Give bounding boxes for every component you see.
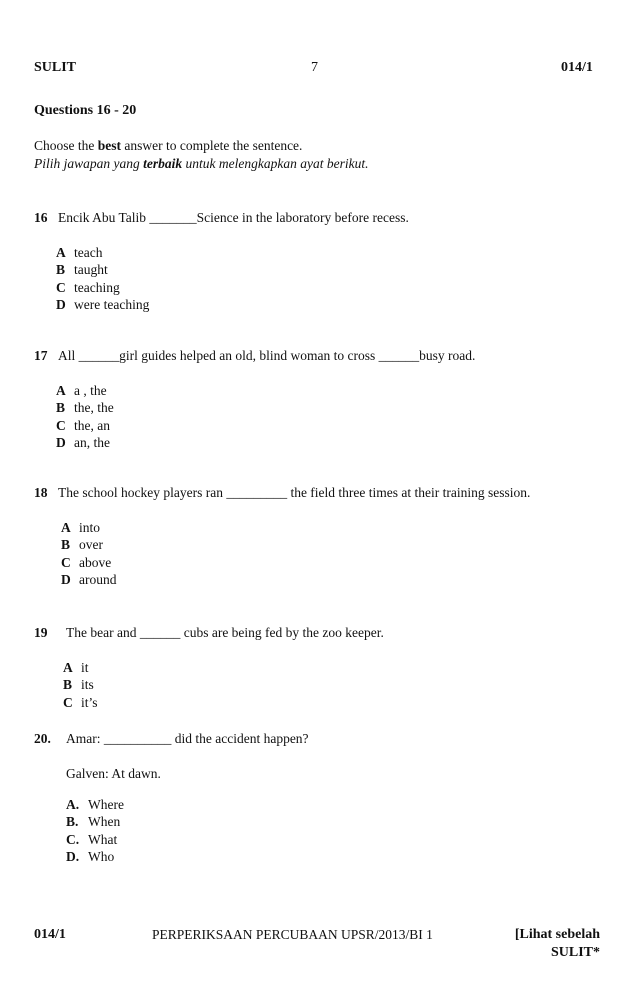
answer-options (56, 244, 149, 313)
option-text: teach (74, 245, 103, 260)
answer-option[interactable] (56, 261, 149, 278)
question-number: 18 (34, 485, 48, 500)
page-number: 7 (311, 60, 318, 75)
option-letter: D (56, 296, 66, 312)
option-letter: C (61, 554, 71, 570)
footer-sulit: SULIT* (550, 945, 600, 960)
option-letter: D. (66, 848, 80, 864)
option-text: Who (88, 848, 115, 864)
answer-options (66, 796, 124, 865)
instruction-english (34, 137, 302, 154)
option-text: When (88, 814, 121, 830)
answer-options (56, 382, 114, 451)
option-letter: B (61, 537, 71, 553)
option-text: What (88, 831, 118, 847)
option-text: into (79, 520, 101, 535)
option-letter: B (56, 400, 66, 416)
option-letter: A (56, 383, 66, 398)
option-letter: A (56, 245, 66, 260)
footer-exam-title: PERPERIKSAAN PERCUBAAN UPSR/2013/BI 1 (152, 927, 433, 942)
question-text: All ______girl guides helped an old, blind woman to cross ______busy road. (58, 348, 476, 363)
dialogue-line: Amar: __________ did the accident happen? (66, 731, 309, 746)
option-text: the, an (74, 417, 110, 433)
answer-options (61, 519, 117, 588)
instruction-text: Choose the (34, 138, 98, 153)
option-text: its (81, 677, 94, 693)
answer-option[interactable] (61, 519, 117, 536)
answer-option[interactable] (61, 571, 117, 588)
option-text: an, the (74, 434, 110, 450)
answer-option[interactable] (61, 554, 117, 571)
option-letter: B. (66, 814, 79, 830)
option-text: above (79, 554, 112, 570)
option-text: it (81, 660, 89, 675)
answer-option[interactable] (56, 244, 149, 261)
option-letter: D (61, 571, 71, 587)
answer-option[interactable] (61, 536, 117, 553)
header-sulit: SULIT (34, 60, 77, 75)
answer-option[interactable] (66, 796, 124, 813)
answer-option[interactable] (56, 279, 149, 296)
option-letter: C (56, 279, 66, 295)
option-text: around (79, 571, 117, 587)
option-text: were teaching (74, 296, 150, 312)
option-letter: A. (66, 797, 80, 812)
option-text: Where (88, 797, 124, 812)
option-text: a , the (74, 383, 107, 398)
question-text: The bear and ______ cubs are being fed by the zoo keeper. (66, 625, 384, 640)
option-text: it’s (81, 694, 98, 710)
footer-next-page: [Lihat sebelah (514, 927, 600, 942)
answer-option[interactable] (66, 848, 124, 865)
option-letter: C (56, 417, 66, 433)
option-letter: A (61, 520, 71, 535)
answer-option[interactable] (56, 434, 114, 451)
question-text: The school hockey players ran _________ the field three times at their training session. (58, 485, 531, 500)
instruction-emphasis: terbaik (143, 156, 183, 171)
option-letter: D (56, 434, 66, 450)
section-title: Questions 16 - 20 (34, 103, 137, 118)
instruction-emphasis: best (97, 138, 121, 153)
answer-option[interactable] (66, 813, 124, 830)
option-text: taught (74, 262, 108, 278)
answer-option[interactable] (66, 831, 124, 848)
question-number: 16 (34, 210, 48, 225)
question-text: Encik Abu Talib _______Science in the laboratory before recess. (58, 210, 409, 225)
option-letter: A (63, 660, 73, 675)
dialogue-line: Galven: At dawn. (66, 766, 161, 781)
answer-option[interactable] (56, 417, 114, 434)
instruction-text: untuk melengkapkan ayat berikut. (182, 156, 369, 171)
question-number: 19 (34, 625, 48, 640)
instruction-text: answer to complete the sentence. (121, 138, 303, 153)
option-letter: B (63, 677, 73, 693)
option-text: over (79, 537, 103, 553)
footer-code: 014/1 (34, 927, 66, 942)
answer-option[interactable] (63, 694, 98, 711)
instruction-text: Pilih jawapan yang (34, 156, 144, 171)
answer-option[interactable] (63, 676, 98, 693)
option-text: teaching (74, 279, 120, 295)
question-number: 20. (34, 731, 51, 746)
answer-option[interactable] (56, 296, 149, 313)
option-letter: C. (66, 831, 80, 847)
answer-option[interactable] (56, 382, 114, 399)
question-number: 17 (34, 348, 48, 363)
option-letter: B (56, 262, 66, 278)
header-code: 014/1 (561, 60, 593, 75)
option-text: the, the (74, 400, 114, 416)
answer-options (63, 659, 98, 711)
option-letter: C (63, 694, 73, 710)
answer-option[interactable] (63, 659, 98, 676)
instruction-malay (34, 155, 368, 172)
answer-option[interactable] (56, 399, 114, 416)
